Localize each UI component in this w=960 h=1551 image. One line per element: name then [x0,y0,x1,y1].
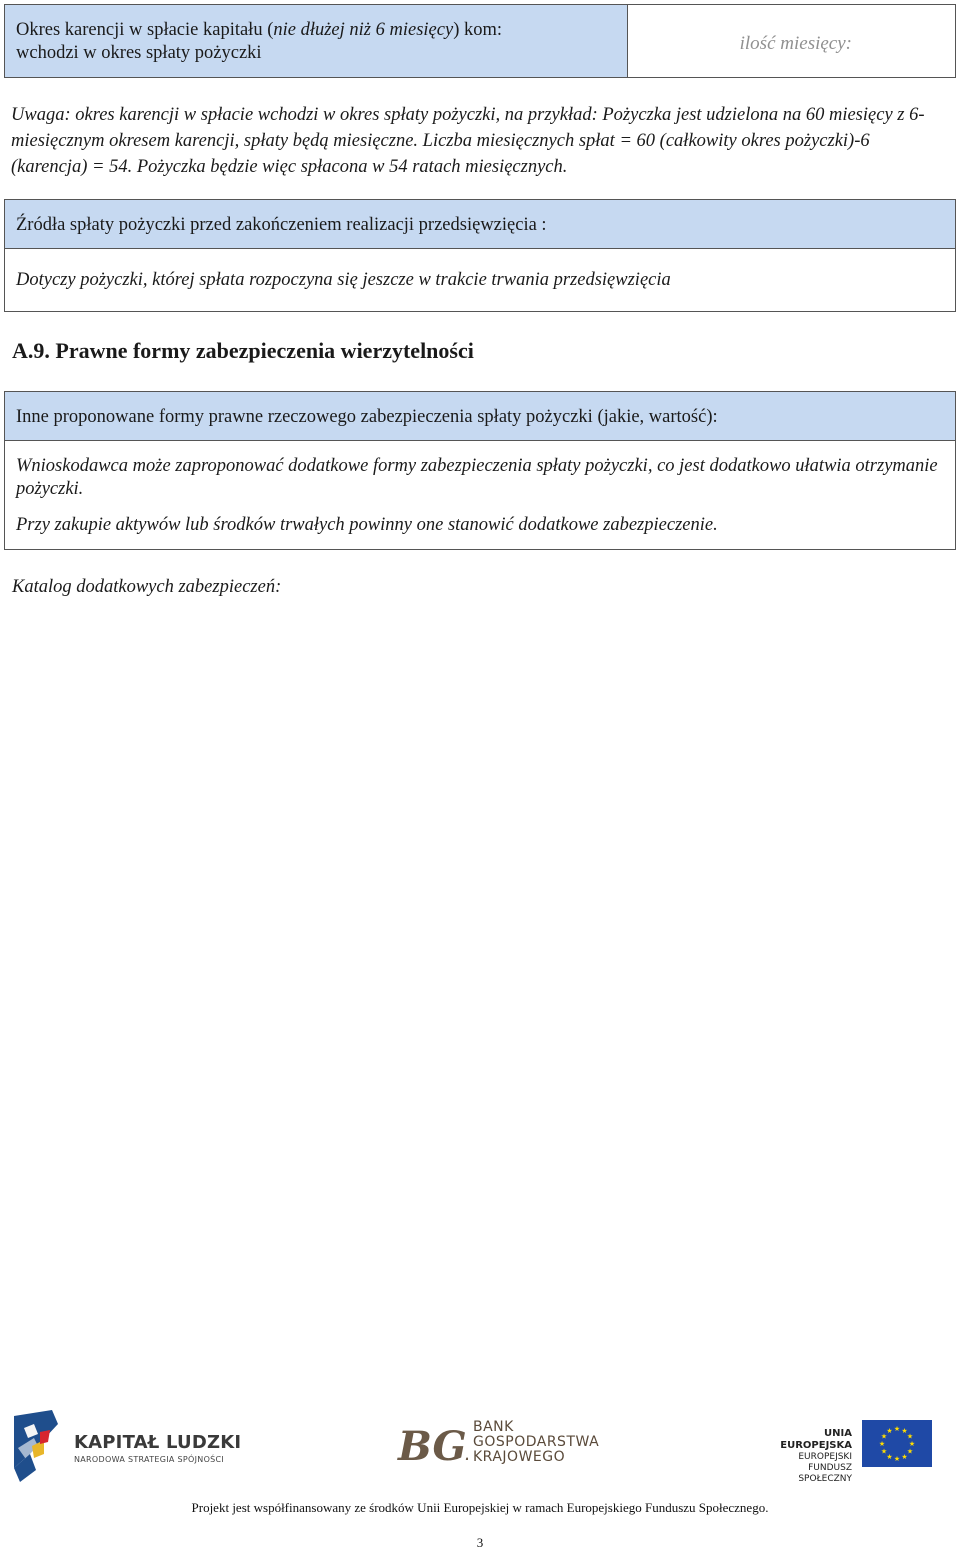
kapital-ludzki-emblem-icon [14,1410,74,1482]
months-input[interactable] [627,4,956,78]
karencja-label-part1: Okres karencji w spłacie kapitału ( [16,20,274,40]
bgk-monogram: BG [398,1423,467,1470]
page-number: 3 [476,1535,484,1550]
karencja-label-part2: ) kom: [453,20,503,40]
ue-line3: FUNDUSZ SPOŁECZNY [798,1463,852,1484]
eu-star: ★ [893,1425,901,1433]
eu-star: ★ [880,1447,888,1456]
kapital-ludzki-subtitle: NARODOWA STRATEGIA SPÓJNOŚCI [74,1455,225,1464]
bgk-logo [396,1416,468,1475]
bgk-name [473,1420,599,1465]
katalog-label: Katalog dodatkowych zabezpieczeń: [12,577,282,597]
zabezpieczenia-value-2: Przy zakupie aktywów lub środków trwałych powinny one stanowić dodatkowe zabezpieczenie. [16,515,718,535]
eu-star: ★ [886,1453,893,1461]
zabezpieczenia-input[interactable] [4,440,956,550]
karencja-note: Uwaga: okres karencji w spłacie wchodzi w okres spłaty pożyczki, na przykład: Pożyczka jest udzielona na 60 miesięcy z 6-miesięcznym okresem karencji, spłaty będą miesięczne. Liczba miesięcznych spłat = 60 (całkowity okres pożyczki)-6 (karencja) = 54. Pożyczka będzie więc spłacona w 54 ratach miesięcznych. [11,105,925,177]
bgk-line2: GOSPODARSTWA [473,1434,600,1450]
karencja-label-cell [4,4,628,78]
zrodla-label-cell [4,199,956,249]
eu-star: ★ [901,1453,908,1461]
zabezpieczenia-label: Inne proponowane formy prawne rzeczowego zabezpieczenia spłaty pożyczki (jakie, wartość): [16,407,718,427]
bgk-line1: BANK [473,1419,514,1435]
eu-star: ★ [906,1447,914,1456]
ue-line1: UNIA EUROPEJSKA [780,1428,852,1451]
zrodla-value-text: Dotyczy pożyczki, której spłata rozpoczyna się jeszcze w trakcie trwania przedsięwzięcia [16,270,671,290]
karencja-label-italic: nie dłużej niż 6 miesięcy [273,20,454,40]
zrodla-input[interactable] [4,248,956,312]
eu-star: ★ [901,1427,908,1435]
eu-star: ★ [893,1455,901,1463]
eu-flag-icon [862,1420,932,1467]
eu-star: ★ [908,1440,916,1448]
zabezpieczenia-value-1: Wnioskodawca może zaproponować dodatkowe formy zabezpieczenia spłaty pożyczki, co jest dodatkowo ułatwia otrzymanie pożyczki. [16,456,938,499]
bgk-monogram-icon [396,1416,468,1470]
zabezpieczenia-label-cell [4,391,956,441]
karencja-label-line2: wchodzi w okres spłaty pożyczki [16,43,262,63]
section-title: A.9. Prawne formy zabezpieczenia wierzytelności [12,338,474,363]
months-placeholder: ilość miesięcy: [739,33,852,54]
eu-star: ★ [880,1432,888,1441]
eu-star: ★ [878,1440,886,1448]
kapital-ludzki-title: KAPITAŁ LUDZKI [74,1432,242,1453]
eu-star: ★ [886,1427,893,1435]
zrodla-label: Źródła spłaty pożyczki przed zakończeniem realizacji przedsięwzięcia : [16,215,547,235]
footer-note: Projekt jest współfinansowany ze środków Unii Europejskiej w ramach Europejskiego Funduszu Społecznego. [191,1500,769,1515]
ue-line2: EUROPEJSKI [798,1452,852,1462]
bgk-line3: KRAJOWEGO [473,1449,566,1465]
eu-star: ★ [906,1432,914,1441]
ue-text [752,1428,852,1485]
